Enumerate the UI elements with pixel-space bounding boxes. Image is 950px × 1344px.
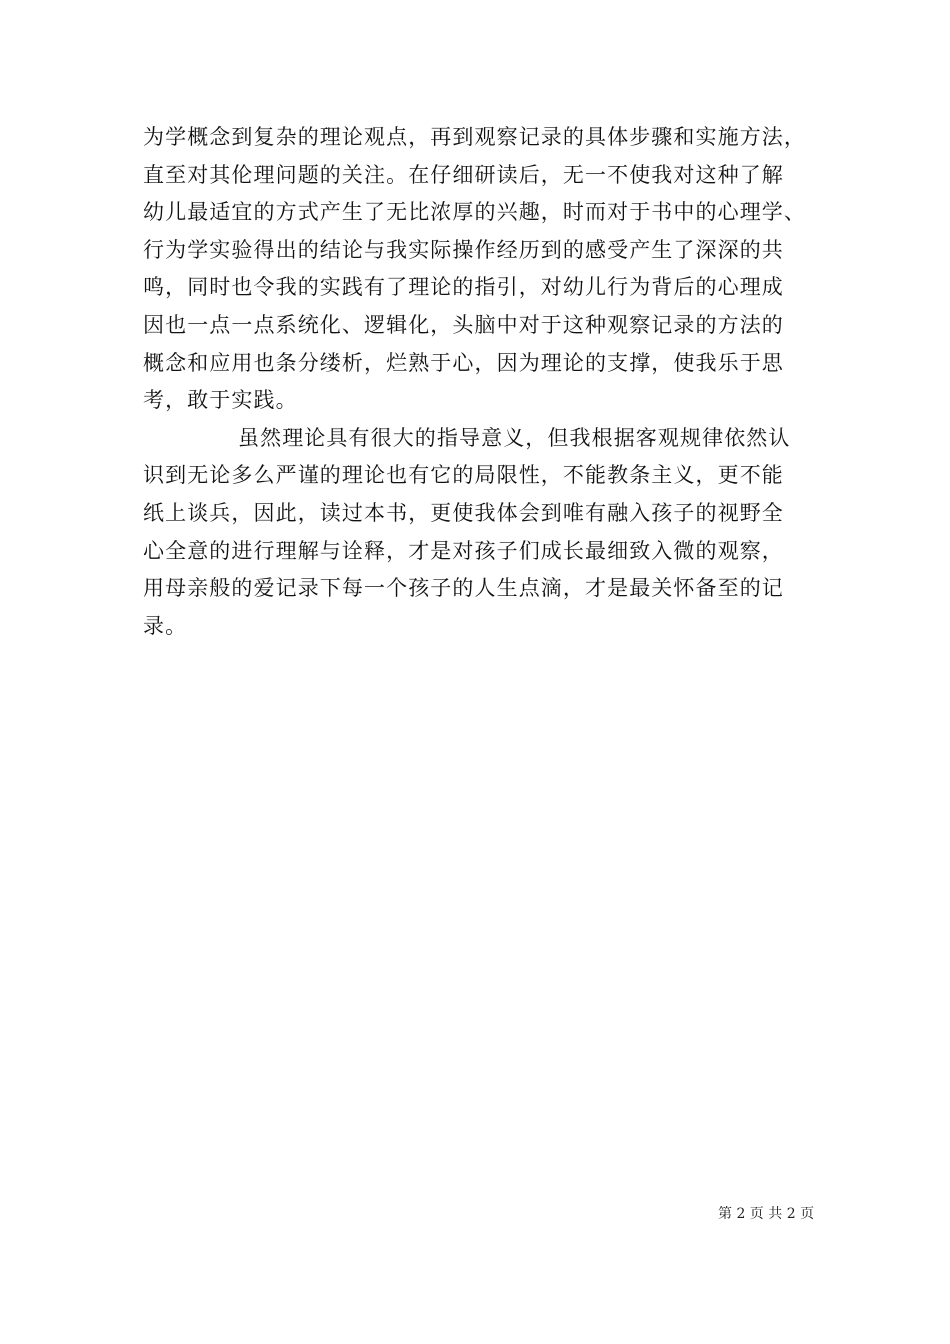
text-line: 幼儿最适宜的方式产生了无比浓厚的兴趣，时而对于书中的心理学、 <box>143 200 806 225</box>
text-line: 行为学实验得出的结论与我实际操作经历到的感受产生了深深的共 <box>143 237 784 262</box>
text-line: 纸上谈兵，因此，读过本书，更使我体会到唯有融入孩子的视野全 <box>143 500 784 525</box>
text-line: 识到无论多么严谨的理论也有它的局限性，不能教条主义，更不能 <box>143 463 784 488</box>
text-line: 心全意的进行理解与诠释，才是对孩子们成长最细致入微的观察， <box>143 538 784 563</box>
text-line: 直至对其伦理问题的关注。在仔细研读后，无一不使我对这种了解 <box>143 162 784 187</box>
text-line: 鸣，同时也令我的实践有了理论的指引，对幼儿行为背后的心理成 <box>143 275 784 300</box>
text-line: 为学概念到复杂的理论观点，再到观察记录的具体步骤和实施方法， <box>143 125 806 149</box>
document-body <box>143 119 823 645</box>
text-line: 用母亲般的爱记录下每一个孩子的人生点滴，才是最关怀备至的记 <box>143 576 784 601</box>
text-line: 概念和应用也条分缕析，烂熟于心，因为理论的支撑，使我乐于思 <box>143 350 784 375</box>
text-line: 因也一点一点系统化、逻辑化，头脑中对于这种观察记录的方法的 <box>143 312 784 337</box>
text-line: 考，敢于实践。 <box>143 388 298 413</box>
page-number-footer: 第 2 页 共 2 页 <box>718 1206 815 1222</box>
paragraph-2 <box>143 420 823 646</box>
paragraph-1 <box>143 119 823 420</box>
text-line: 虽然理论具有很大的指导意义，但我根据客观规律依然认 <box>238 425 791 450</box>
text-line: 录。 <box>143 613 188 638</box>
